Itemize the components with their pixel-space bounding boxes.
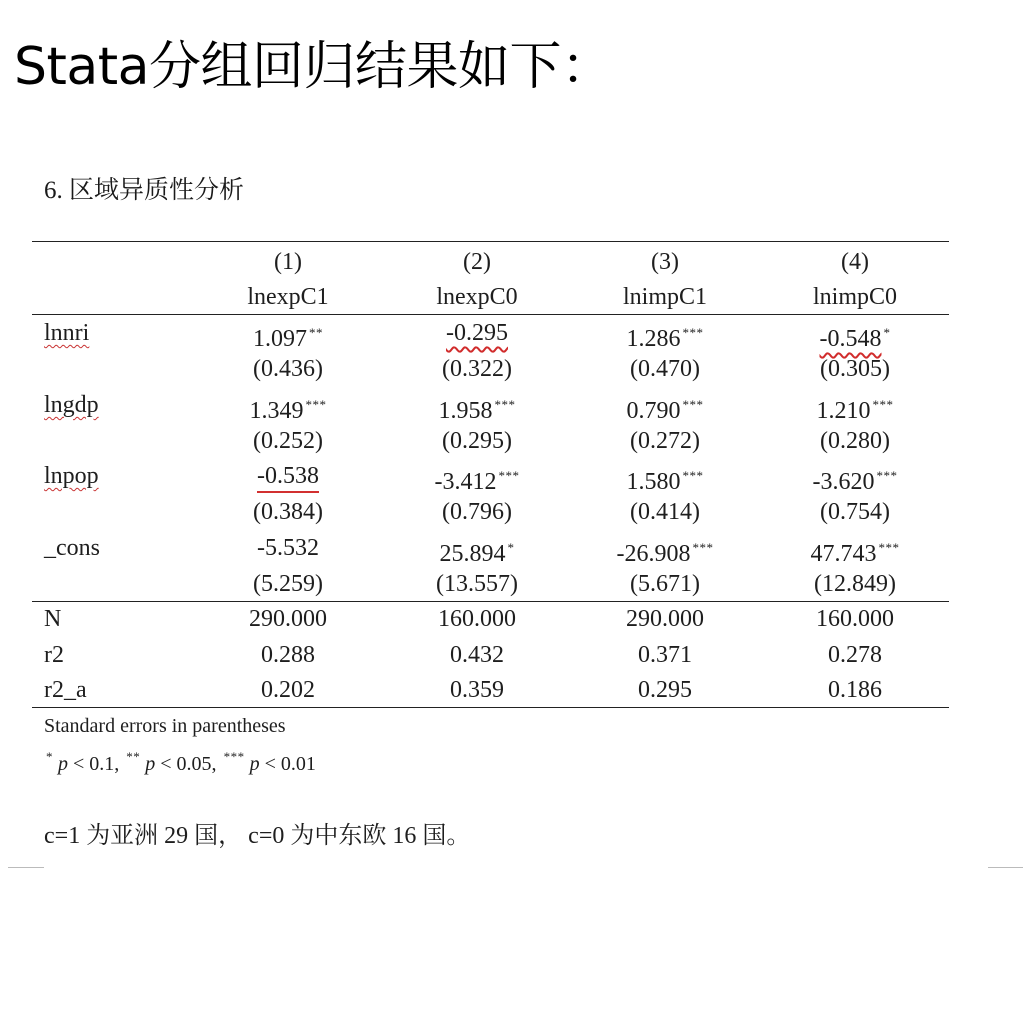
stat-value: 0.359 xyxy=(450,677,504,703)
row-label-text: lngdp xyxy=(44,392,99,418)
row-label-lnpop xyxy=(44,461,99,491)
significance-stars: * xyxy=(883,325,891,340)
stat-value: 0.186 xyxy=(828,677,882,703)
coef-value-annotated: -0.538 xyxy=(257,463,319,493)
stat-value: 0.288 xyxy=(261,642,315,668)
col-name: lnimpC0 xyxy=(812,284,898,310)
coef-cell xyxy=(438,390,516,424)
note-threshold: < 0.05, xyxy=(155,753,222,775)
significance-stars: *** xyxy=(876,468,898,483)
col-number: (1) xyxy=(274,249,302,275)
coef-value: 1.958 xyxy=(438,398,493,424)
coef-cell xyxy=(439,533,515,567)
coef-cell xyxy=(816,390,894,424)
se-value: (13.557) xyxy=(436,571,518,597)
significance-stars: *** xyxy=(692,540,714,555)
coef-cell xyxy=(616,533,714,567)
note-p: p xyxy=(58,753,68,775)
stat-value: 290.000 xyxy=(626,606,704,632)
coef-cell xyxy=(626,390,704,424)
coef-cell xyxy=(253,318,323,352)
page-margin-mark-left xyxy=(8,867,44,868)
coef-value: 1.349 xyxy=(249,398,304,424)
note-p: p xyxy=(145,753,156,775)
stat-value: 0.432 xyxy=(450,642,504,668)
se-value: (0.252) xyxy=(253,428,323,454)
table-bottom-rule xyxy=(32,707,949,708)
coef-cell xyxy=(626,318,704,352)
significance-stars: *** xyxy=(494,397,516,412)
coef-value: -3.412 xyxy=(434,469,497,495)
se-value: (0.754) xyxy=(820,499,890,525)
se-value: (0.384) xyxy=(253,499,323,525)
significance-note xyxy=(44,749,316,776)
se-value: (5.259) xyxy=(253,571,323,597)
coef-value: -3.620 xyxy=(812,469,875,495)
col-number: (4) xyxy=(841,249,869,275)
coef-value: 1.210 xyxy=(816,398,871,424)
page-margin-mark-right xyxy=(988,867,1023,868)
significance-stars: *** xyxy=(872,397,894,412)
se-value: (0.470) xyxy=(630,356,700,382)
page-heading: Stata分组回归结果如下： xyxy=(14,37,613,97)
significance-stars: *** xyxy=(878,540,900,555)
se-value: (12.849) xyxy=(814,571,896,597)
note-star: * xyxy=(46,749,53,764)
coef-cell xyxy=(812,461,898,495)
coef-value: 0.790 xyxy=(626,398,681,424)
coef-value: -5.532 xyxy=(257,535,319,561)
row-label-text: lnpop xyxy=(44,463,99,489)
note-star: ** xyxy=(126,749,141,764)
stat-label-n: N xyxy=(44,606,62,632)
significance-stars: *** xyxy=(682,397,704,412)
coef-cell xyxy=(626,461,704,495)
row-label-lnnri xyxy=(44,318,89,348)
stat-value: 0.295 xyxy=(638,677,692,703)
se-value: (0.305) xyxy=(820,356,890,382)
col-number: (3) xyxy=(651,249,679,275)
coef-value: -26.908 xyxy=(616,541,691,567)
coef-cell xyxy=(257,533,319,563)
coef-cell xyxy=(257,461,319,491)
coef-cell xyxy=(434,461,520,495)
col-name: lnexpC1 xyxy=(247,284,329,310)
se-value: (0.280) xyxy=(820,428,890,454)
col-number: (2) xyxy=(463,249,491,275)
coef-cell xyxy=(249,390,327,424)
se-value: (5.671) xyxy=(630,571,700,597)
row-label-text: lnnri xyxy=(44,320,90,346)
se-note: Standard errors in parentheses xyxy=(44,715,286,737)
coef-value: 25.894 xyxy=(439,541,506,567)
row-label-cons: _cons xyxy=(44,535,100,561)
significance-stars: ** xyxy=(309,325,323,340)
se-value: (0.414) xyxy=(630,499,700,525)
coef-value-annotated: -0.548 xyxy=(819,326,882,352)
stat-label-r2: r2 xyxy=(44,642,64,668)
section-title: 6. 区域异质性分析 xyxy=(44,177,245,204)
col-name: lnexpC0 xyxy=(436,284,518,310)
header-rule xyxy=(32,314,949,315)
significance-stars: * xyxy=(507,540,515,555)
stat-value: 290.000 xyxy=(249,606,327,632)
row-label-lngdp xyxy=(44,390,99,420)
coef-cell xyxy=(446,318,508,348)
se-value: (0.272) xyxy=(630,428,700,454)
se-value: (0.796) xyxy=(442,499,512,525)
coef-value: 1.286 xyxy=(626,326,681,352)
coef-value: 1.097 xyxy=(253,326,307,352)
stat-label-r2a: r2_a xyxy=(44,677,87,703)
col-name: lnimpC1 xyxy=(622,284,708,310)
coef-value-annotated: -0.295 xyxy=(446,320,508,346)
coef-value: 47.743 xyxy=(810,541,877,567)
se-value: (0.322) xyxy=(442,356,512,382)
table-top-rule xyxy=(32,241,949,242)
se-value: (0.295) xyxy=(442,428,512,454)
note-p: p xyxy=(249,753,260,775)
coef-cell xyxy=(810,533,900,567)
note-threshold: < 0.01 xyxy=(259,753,316,775)
significance-stars: *** xyxy=(682,468,704,483)
note-threshold: < 0.1, xyxy=(68,753,125,775)
se-value: (0.436) xyxy=(253,356,323,382)
note-star: *** xyxy=(223,749,245,764)
stats-rule xyxy=(32,601,949,602)
coef-cell xyxy=(819,318,891,352)
stat-value: 0.278 xyxy=(828,642,882,668)
stat-value: 0.371 xyxy=(638,642,692,668)
stat-value: 0.202 xyxy=(261,677,315,703)
stat-value: 160.000 xyxy=(816,606,894,632)
significance-stars: *** xyxy=(305,397,327,412)
significance-stars: *** xyxy=(498,468,520,483)
stat-value: 160.000 xyxy=(438,606,516,632)
significance-stars: *** xyxy=(682,325,704,340)
footer-note: c=1 为亚洲 29 国， c=0 为中东欧 16 国。 xyxy=(44,823,471,849)
coef-value: 1.580 xyxy=(626,469,681,495)
